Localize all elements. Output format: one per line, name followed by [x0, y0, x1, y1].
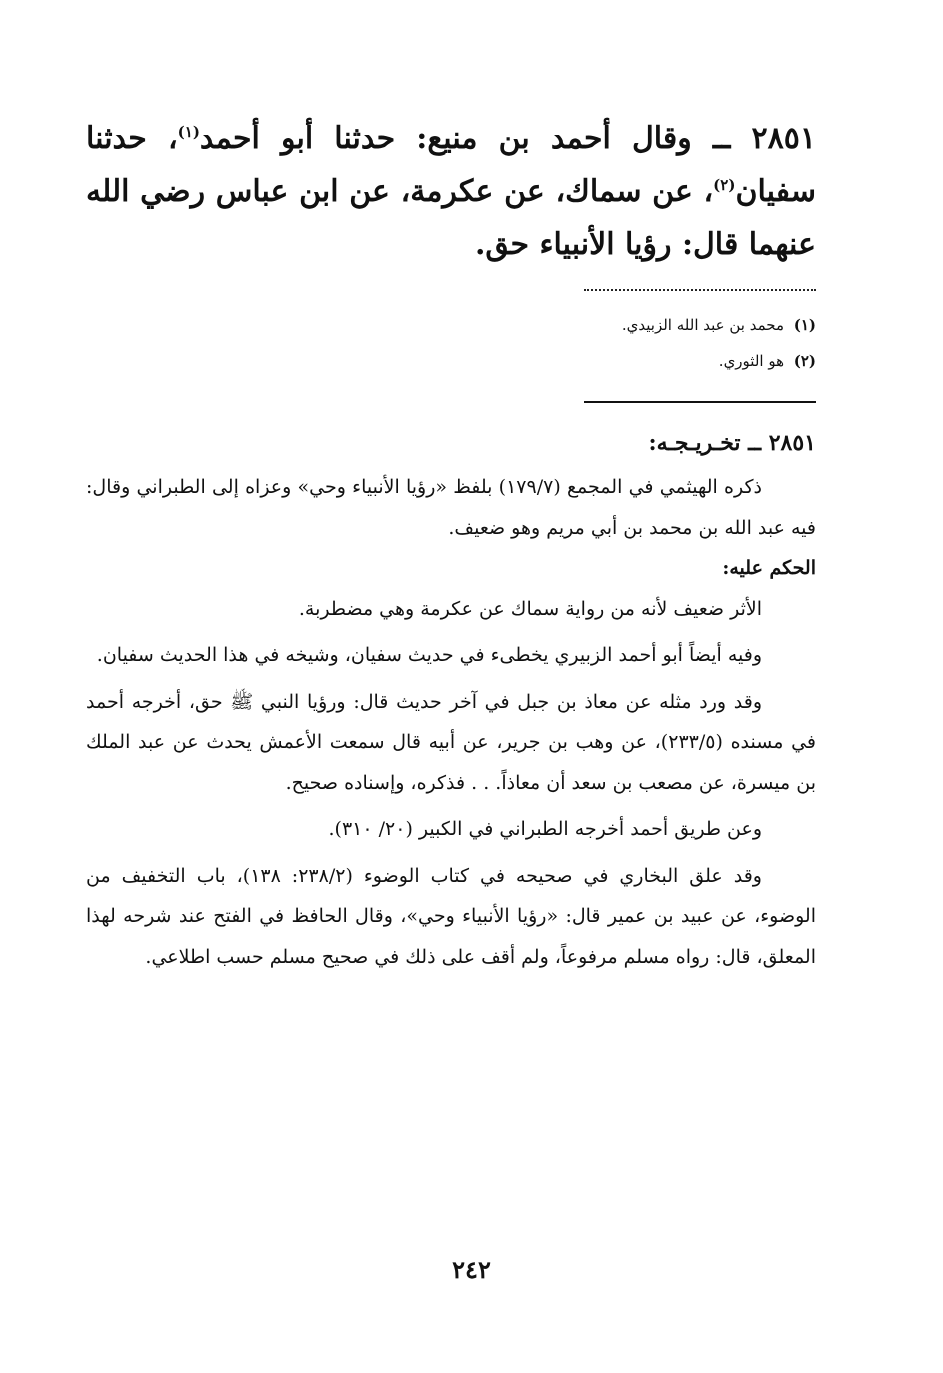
section-rule: [584, 401, 816, 403]
paragraph: وقد علق البخاري في صحيحه في كتاب الوضوء (٢٣٨/٢: ١٣٨)، باب التخفيف من الوضوء، عن عبيد بن عمير قال: «رؤيا الأنبياء وحي»، وقال الحافظ في الفتح عند شرحه لهذا المعلق، قال: رواه مسلم مرفوعاً، ولم أقف على ذلك في صحيح مسلم حسب اطلاعي.: [86, 864, 816, 968]
footnote-1: [86, 307, 816, 343]
hadith-text: [86, 112, 816, 271]
hukm-heading: الحكم عليه:: [722, 557, 816, 579]
footnote-ref-2[interactable]: (٢): [713, 176, 736, 194]
footnote-ref-1[interactable]: (١): [177, 123, 200, 141]
footnote-2: [86, 343, 816, 379]
paragraph: وعن طريق أحمد أخرجه الطبراني في الكبير (٢٠/ ٣١٠).: [328, 818, 762, 840]
footnotes: [86, 307, 816, 379]
hadith-part1: ٢٨٥١ ــ وقال أحمد بن منيع: حدثنا أبو أحمد: [199, 121, 816, 156]
hadith-part3: ، عن سماك، عن عكرمة، عن ابن عباس رضي الله عنهما قال: رؤيا الأنبياء حق.: [86, 174, 816, 262]
page-content: [86, 112, 816, 977]
page-number: ٢٤٢: [452, 1255, 491, 1284]
paragraph: وفيه أيضاً أبو أحمد الزبيري يخطىء في حديث سفيان، وشيخه في هذا الحديث سفيان.: [96, 644, 762, 666]
hadith-part2: ، حدثنا سفيان: [86, 121, 816, 209]
takhrij-body: [86, 467, 816, 977]
paragraph: وقد ورد مثله عن معاذ بن جبل في آخر حديث قال: ورؤيا النبي ﷺ حق، أخرجه أحمد في مسنده (٢٣٣/٥)، عن وهب بن جرير، عن أبيه قال سمعت الأعمش يحدث عن عبد الملك بن ميسرة، عن مصعب بن سعد أن معاذاً. . . فذكره، وإسناده صحيح.: [86, 690, 817, 794]
footnote-number: (١): [793, 316, 816, 334]
paragraph: ذكره الهيثمي في المجمع (١٧٩/٧) بلفظ «رؤيا الأنبياء وحي» وعزاه إلى الطبراني وقال: فيه عبد الله بن محمد بن أبي مريم وهو ضعيف.: [86, 476, 816, 539]
takhrij-heading: ٢٨٥١ ــ تخـريـجـه:: [648, 430, 816, 456]
footnote-separator: [584, 289, 816, 291]
footnote-text: محمد بن عبد الله الزبيدي.: [621, 316, 784, 334]
footnote-text: هو الثوري.: [718, 352, 784, 370]
paragraph: الأثر ضعيف لأنه من رواية سماك عن عكرمة وهي مضطربة.: [298, 597, 762, 620]
footnote-number: (٢): [793, 352, 816, 370]
